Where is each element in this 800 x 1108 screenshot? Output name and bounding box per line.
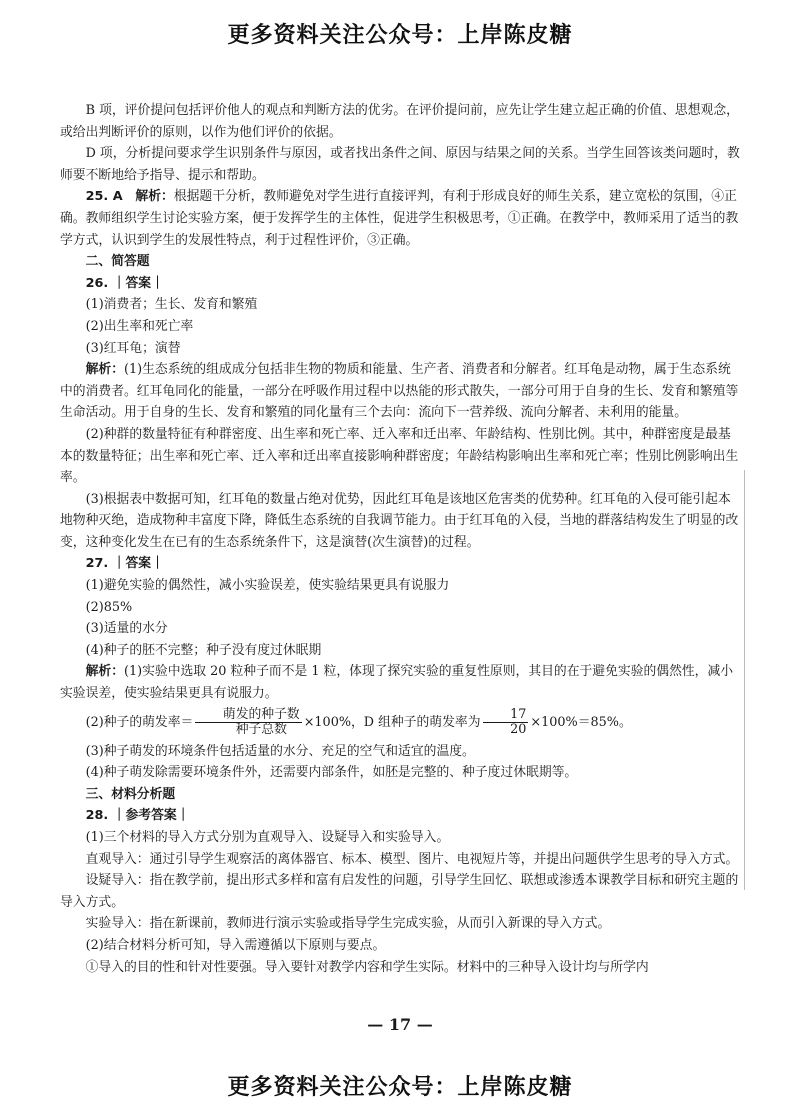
q26-answer-1: (1)消费者；生长、发育和繁殖 bbox=[85, 297, 258, 313]
q28-paragraph-1: (1)三个材料的导入方式分别为直观导入、设疑导入和实验导入。 bbox=[85, 830, 450, 845]
q27-answer-3: (3)适量的水分 bbox=[85, 621, 168, 637]
q27-explanation-3: (3)种子萌发的环境条件包括适量的水分、充足的空气和适宜的温度。 bbox=[85, 743, 475, 759]
formula-middle: ×100%，D 组种子的萌发率为 bbox=[303, 714, 481, 730]
q25-paragraph bbox=[60, 186, 743, 251]
q28-heading: 28. ｜参考答案｜ bbox=[85, 808, 190, 824]
q26-explanation-2: (2)种群的数量特征有种群密度、出生率和死亡率、迁入率和迁出率、年龄结构、性别比例。其中，种群密度是最基本的数量特征；出生率和死亡率、迁入率和迁出率直接影响种群密度；年龄结构影响出生率和死亡率；性别比例影响出生率。 bbox=[60, 426, 739, 486]
q27-answer-4: (4)种子的胚不完整；种子没有度过休眠期 bbox=[85, 642, 322, 658]
germination-fraction bbox=[195, 708, 301, 737]
formula-suffix: ×100%＝85%。 bbox=[530, 714, 632, 730]
footer-banner: 更多资料关注公众号：上岸陈皮糖 bbox=[227, 1075, 573, 1100]
q27-explanation-4: (4)种子萌发除需要环境条件外，还需要内部条件，如胚是完整的、种子度过休眠期等。 bbox=[85, 765, 578, 781]
q26-answer-2: (2)出生率和死亡率 bbox=[85, 318, 194, 334]
section-2-title: 二、简答题 bbox=[85, 254, 150, 270]
fraction-denominator: 种子总数 bbox=[235, 721, 287, 737]
q26-answer-3: (3)红耳龟；演替 bbox=[85, 340, 181, 356]
fraction-numerator-2: 17 bbox=[483, 708, 529, 723]
q25-heading: 25. A 解析： bbox=[85, 189, 174, 205]
q25-body: 根据题干分析，教师避免对学生进行直接评判，有利于形成良好的师生关系，建立宽松的氛围，④正确。教师组织学生讨论实验方案，便于发挥学生的主体性，促进学生积极思考，①正确。在教学中，教师采用了适当的教学方式，认识到学生的发展性特点，利于过程性评价，③正确。 bbox=[60, 189, 739, 248]
q26-explanation-label: 解析： bbox=[85, 362, 124, 378]
q28-paragraph-2: 直观导入：通过引导学生观察活的离体器官、标本、模型、图片、电视短片等，并提出问题供学生思考的导入方式。 bbox=[85, 851, 739, 867]
q27-explanation-label: 解析： bbox=[85, 664, 124, 680]
q27-explanation-1 bbox=[60, 661, 743, 704]
q27-heading: 27. ｜答案｜ bbox=[85, 556, 164, 572]
q26-explanation-1-text: (1)生态系统的组成成分包括非生物的物质和能量、生产者、消费者和分解者。红耳龟是动物，属于生态系统中的消费者。红耳龟同化的能量，一部分在呼吸作用过程中以热能的形式散失，一部分可用于自身的生长、发育和繁殖等生命活动。用于自身的生长、发育和繁殖的同化量有三个去向：流向下一营养级、流向分解者、未利用的能量。 bbox=[60, 362, 739, 421]
q28-paragraph-4: 实验导入：指在新课前，教师进行演示实验或指导学生完成实验，从而引入新课的导入方式。 bbox=[85, 916, 611, 932]
q27-answer-1: (1)避免实验的偶然性，减小实验误差，使实验结果更具有说服力 bbox=[85, 578, 450, 594]
q27-explanation-1-text: (1)实验中选取 20 粒种子而不是 1 粒，体现了探究实验的重复性原则，其目的在于避免实验的偶然性，减小实验误差，使实验结果更具有说服力。 bbox=[60, 664, 734, 702]
q26-heading: 26. ｜答案｜ bbox=[85, 275, 164, 291]
fraction-denominator-2: 20 bbox=[510, 721, 527, 737]
section-3-title: 三、材料分析题 bbox=[85, 786, 176, 802]
b-item-paragraph: B 项，评价提问包括评价他人的观点和判断方法的优劣。在评价提问前，应先让学生建立起正确的价值、思想观念，或给出判断评价的原则，以作为他们评价的依据。 bbox=[60, 103, 739, 140]
fraction-numerator: 萌发的种子数 bbox=[195, 708, 301, 723]
page-number: — 17 — bbox=[367, 1015, 433, 1034]
q26-explanation-1 bbox=[60, 359, 743, 424]
q28-paragraph-5: (2)结合材料分析可知，导入需遵循以下原则与要点。 bbox=[85, 937, 386, 953]
d-item-paragraph: D 项，分析提问要求学生识别条件与原因，或者找出条件之间、原因与结果之间的关系。当学生回答该类问题时，教师要不断地给予指导、提示和帮助。 bbox=[60, 146, 740, 183]
header-banner: 更多资料关注公众号：上岸陈皮糖 bbox=[227, 23, 573, 48]
q28-paragraph-3: 设疑导入：指在教学前，提出形式多样和富有启发性的问题，引导学生回忆、联想或渗透本课教学目标和研究主题的导入方式。 bbox=[60, 873, 739, 910]
scan-edge-line bbox=[744, 470, 745, 890]
formula-prefix: (2)种子的萌发率＝ bbox=[85, 714, 194, 730]
q27-explanation-2-formula bbox=[60, 705, 743, 741]
page-body bbox=[60, 100, 743, 978]
q26-explanation-3: (3)根据表中数据可知，红耳龟的数量占绝对优势，因此红耳龟是该地区危害类的优势种。红耳龟的入侵可能引起本地物种灭绝，造成物种丰富度下降，降低生态系统的自我调节能力。由于红耳龟的入侵，当地的群落结构发生了明显的改变，这种变化发生在已有的生态系统条件下，这是演替(次生演替)的过程。 bbox=[60, 491, 739, 550]
q28-paragraph-6: ①导入的目的性和针对性要强。导入要针对教学内容和学生实际。材料中的三种导入设计均与所学内 bbox=[85, 959, 649, 975]
d-group-fraction bbox=[483, 708, 529, 737]
q27-answer-2: (2)85% bbox=[85, 599, 133, 615]
